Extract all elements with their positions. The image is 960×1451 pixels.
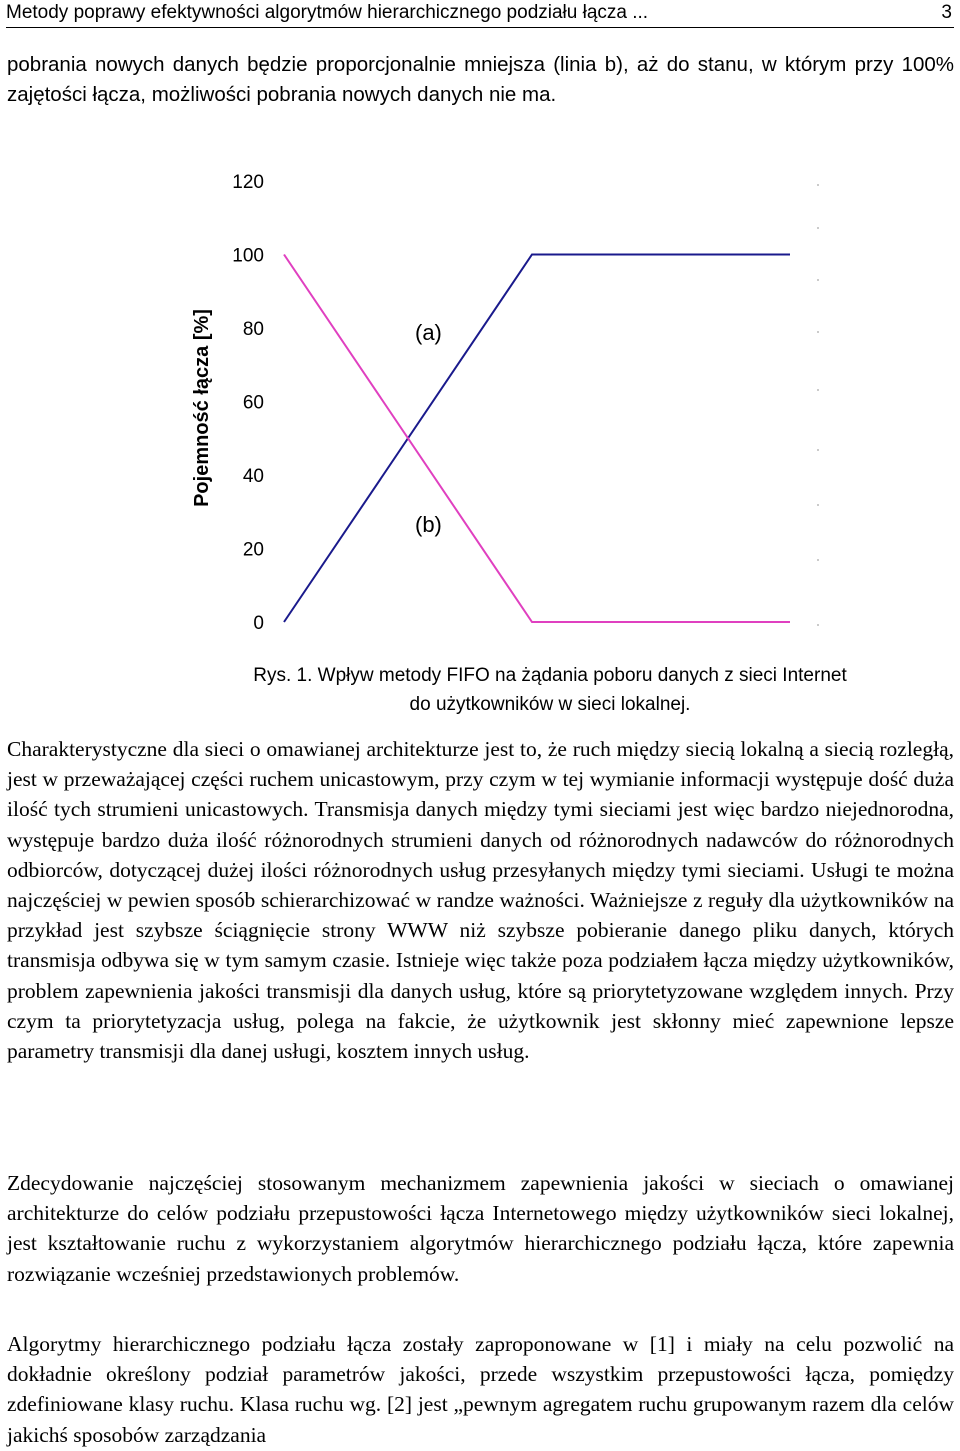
body-paragraph-1: Charakterystyczne dla sieci o omawianej architekturze jest to, że ruch między siecią lokalną a siecią rozległą, jest w przeważającej części ruchem unicastowym, przy czym w tej wymianie informacji występuje dość duża ilość tych strumieni unicastowych. Transmisja danych między tymi sieciami jest więc bardzo niejednorodna, występuje bardzo duża ilość różnorodnych strumieni danych od różnorodnych nadawców do różnorodnych odbiorców, dotyczącej dużej ilości różnorodnych usług przesyłanych między tymi sieciami. Usługi te można najczęściej w pewien sposób schierarchizować w randze ważności. Ważniejsze z reguły dla użytkowników na przykład jest szybsze ściągnięcie strony WWW niż szybsze pobieranie danego pliku danych, których transmisja odbywa się w tym samym czasie. Istnieje więc także poza podziałem łącza między użytkowników, problem zapewnienia jakości transmisji dla danych usług, które są priorytetyzowane względem innych. Przy czym ta priorytetyzacja usług, polega na fakcie, że użytkownik jest skłonny mieć zapewnione lepsze parametry transmisji dla danej usługi, kosztem innych usług.: [7, 737, 954, 1064]
series-label-b: (b): [415, 512, 442, 537]
series-label-a: (a): [415, 320, 442, 345]
caption-line-1: Rys. 1. Wpływ metody FIFO na żądania poboru danych z sieci Internet: [253, 665, 847, 686]
caption-line-2: do użytkowników w sieci lokalnej.: [409, 694, 691, 715]
y-tick-label: 100: [232, 245, 264, 267]
y-tick-label: 20: [242, 539, 264, 561]
body-paragraph-2: Zdecydowanie najczęściej stosowanym mechanizmem zapewnienia jakości w sieciach o omawianej architekturze do celów podziału przepustowości łącza Internetowego między użytkowników sieci lokalnej, jest kształtowanie ruchu z wykorzystaniem algorytmów hierarchicznego podziału łącza, które zapewnia rozwiązanie wcześniej przedstawionych problemów.: [7, 1171, 954, 1286]
y-tick-label: 40: [242, 466, 264, 487]
page-number: 3: [941, 2, 952, 23]
series-lines: [284, 255, 790, 623]
capacity-chart: [0, 160, 960, 650]
y-tick-label: 120: [232, 172, 264, 193]
page-header: [6, 0, 954, 28]
intro-paragraph: pobrania nowych danych będzie proporcjonalnie mniejsza (linia b), aż do stanu, w którym przy 100% zajętości łącza, możliwości pobrania nowych danych nie ma.: [7, 53, 954, 106]
y-tick-labels: [232, 172, 264, 634]
y-tick-label: 0: [253, 613, 264, 634]
series-line-a: [284, 255, 790, 623]
running-title: Metody poprawy efektywności algorytmów hierarchicznego podziału łącza ...: [6, 2, 649, 23]
y-axis-label: Pojemność łącza [%]: [191, 309, 213, 507]
y-tick-label: 60: [242, 392, 264, 414]
y-tick-label: 80: [242, 319, 264, 340]
body-paragraph-3: Algorytmy hierarchicznego podziału łącza zostały zaproponowane w [1] i miały na celu pozwolić na dokładnie określony podział parametrów jakości, przede wszystkim przepustowości łącza, pomiędzy zdefiniowane klasy ruchu. Klasa ruchu wg. [2] jest „pewnym agregatem ruchu grupowanym razem dla celów jakichś sposobów zarządzania: [7, 1332, 954, 1447]
series-line-b: [284, 255, 790, 623]
right-edge-dots: [817, 160, 819, 626]
figure-caption: [140, 661, 960, 719]
